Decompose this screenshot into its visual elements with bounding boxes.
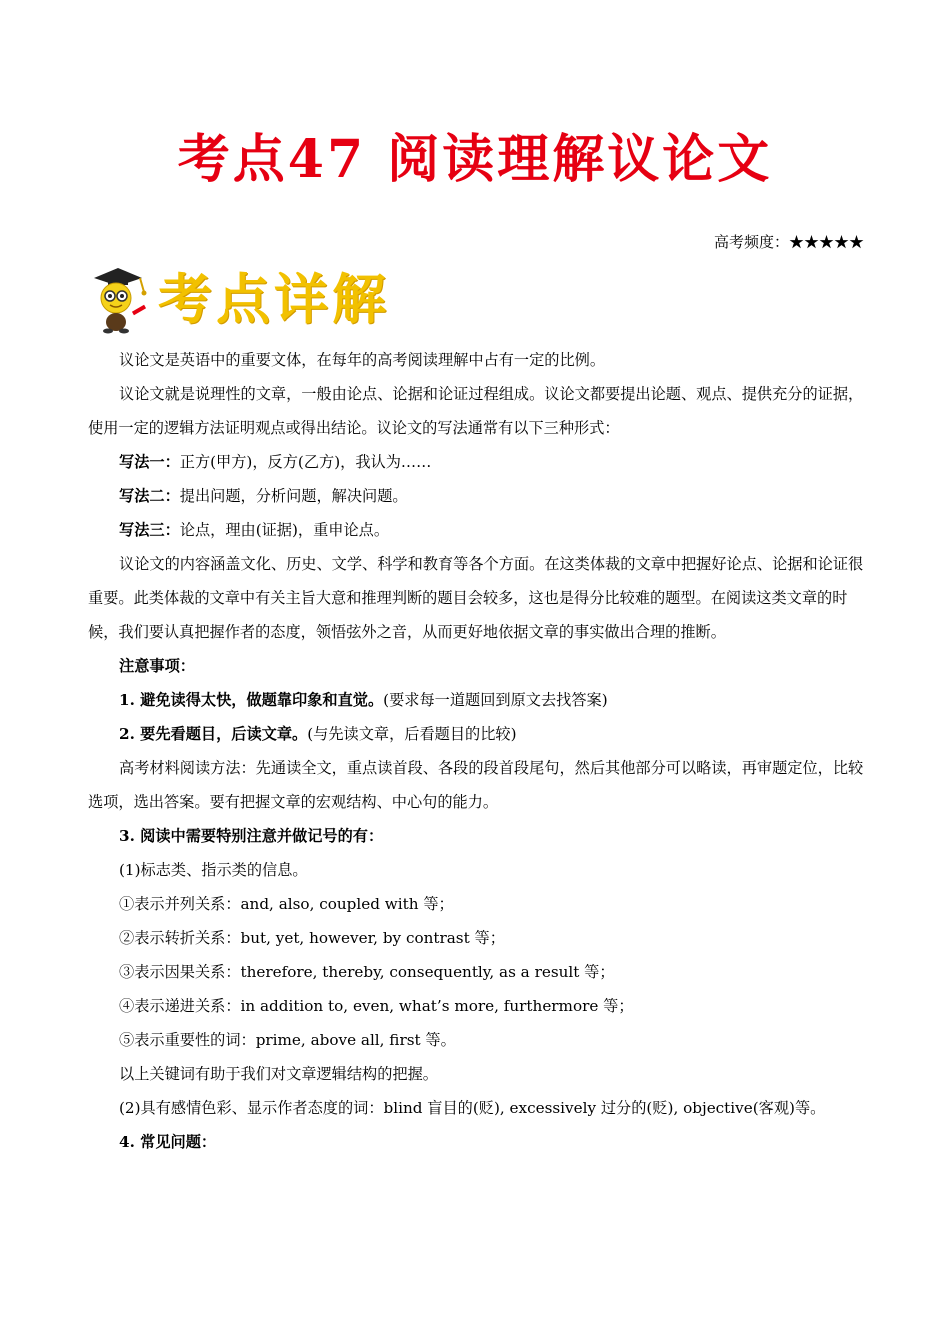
connector-contrast: ②表示转折关系：but, yet, however, by contrast 等； <box>119 929 505 947</box>
note-3: 3. 阅读中需要特别注意并做记号的有： <box>119 827 384 845</box>
paragraph-reading-method: 高考材料阅读方法：先通读全文，重点读首段、各段的段首段尾句，然后其他部分可以略读，再审题定位，比较选项，选出答案。要有把握文章的宏观结构、中心句的能力。 <box>88 759 864 811</box>
writing-method-3-text: 论点，理由(证据)，重申论点。 <box>179 521 390 539</box>
page-title: 考点47 阅读理解议论文 <box>177 129 773 190</box>
connector-parallel: ①表示并列关系：and, also, coupled with 等； <box>119 895 454 913</box>
note-1 <box>88 683 864 717</box>
writing-method-2-text: 提出问题，分析问题，解决问题。 <box>179 487 408 505</box>
frequency-rating <box>714 232 864 252</box>
writing-method-3-label: 写法三： <box>119 521 180 539</box>
connector-importance: ⑤表示重要性的词：prime, above all, first 等。 <box>119 1031 456 1049</box>
graduate-mascot-icon <box>88 264 154 334</box>
notes-heading: 注意事项： <box>119 657 195 675</box>
paragraph-intro: 议论文是英语中的重要文体，在每年的高考阅读理解中占有一定的比例。 <box>119 351 605 369</box>
frequency-label: 高考频度： <box>713 233 789 251</box>
sub-item-1: (1)标志类、指示类的信息。 <box>119 861 308 879</box>
paragraph-definition: 议论文就是说理性的文章，一般由论点、论据和论证过程组成。议论文都要提出论题、观点、提供充分的证据，使用一定的逻辑方法证明观点或得出结论。议论文的写法通常有以下三种形式： <box>88 385 864 437</box>
note-2 <box>88 717 864 751</box>
connector-cause: ③表示因果关系：therefore, thereby, consequently, as a result 等； <box>119 963 615 981</box>
note-2-text: (与先读文章，后看题目的比较) <box>307 725 517 743</box>
note-1-bold: 1. 避免读得太快，做题靠印象和直觉。 <box>119 691 384 709</box>
writing-method-1-text: 正方(甲方)，反方(乙方)，我认为…… <box>179 453 432 471</box>
star-rating: ★★★★★ <box>788 233 864 251</box>
section-header-label: 考点详解 <box>158 267 390 331</box>
writing-method-2-label: 写法二： <box>119 487 180 505</box>
section-header <box>88 264 398 334</box>
note-4: 4. 常见问题： <box>119 1133 217 1151</box>
note-1-text: (要求每一道题回到原文去找答案) <box>383 691 608 709</box>
writing-method-2 <box>88 479 864 513</box>
paragraph-keywords-summary: 以上关键词有助于我们对文章逻辑结构的把握。 <box>119 1065 438 1083</box>
sub-item-2: (2)具有感情色彩、显示作者态度的词：blind 盲目的(贬), excessively 过分的(贬), objective(客观)等。 <box>119 1099 826 1117</box>
document-body <box>88 343 864 1159</box>
writing-method-1 <box>88 445 864 479</box>
writing-method-3 <box>88 513 864 547</box>
connector-progression: ④表示递进关系：in addition to, even, what’s more, furthermore 等； <box>119 997 634 1015</box>
note-2-bold: 2. 要先看题目，后读文章。 <box>119 725 308 743</box>
writing-method-1-label: 写法一： <box>119 453 180 471</box>
paragraph-content: 议论文的内容涵盖文化、历史、文学、科学和教育等各个方面。在这类体裁的文章中把握好论点、论据和论证很重要。此类体裁的文章中有关主旨大意和推理判断的题目会较多，这也是得分比较难的题型。在阅读这类文章的时候，我们要认真把握作者的态度，领悟弦外之音，从而更好地依据文章的事实做出合理的推断。 <box>88 555 864 641</box>
